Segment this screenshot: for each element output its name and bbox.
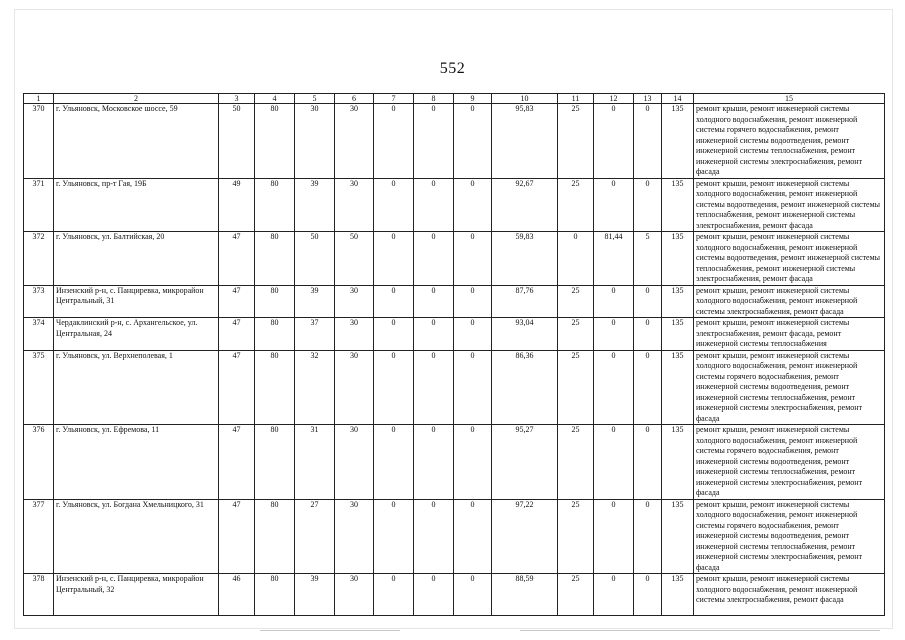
col5-cell: 31: [295, 425, 335, 500]
col8-cell: 0: [414, 318, 454, 351]
row-number: 372: [24, 232, 54, 286]
col6-cell: 30: [335, 178, 374, 232]
column-number-9: 9: [454, 94, 492, 104]
col14-cell: 135: [662, 318, 694, 351]
col4-cell: 80: [255, 350, 295, 425]
col6-cell: 50: [335, 232, 374, 286]
row-number: 377: [24, 499, 54, 574]
col3-cell: 47: [219, 285, 255, 318]
works-cell: ремонт крыши, ремонт инженерной системы холодного водоснабжения, ремонт инженерной системы электроснабжения, ремонт фасада: [694, 574, 885, 616]
col8-cell: 0: [414, 350, 454, 425]
col11-cell: 0: [558, 232, 594, 286]
col5-cell: 32: [295, 350, 335, 425]
column-number-6: 6: [335, 94, 374, 104]
repair-register-table: [23, 93, 885, 616]
column-number-15: 15: [694, 94, 885, 104]
col7-cell: 0: [374, 285, 414, 318]
col10-cell: 93,04: [492, 318, 558, 351]
col5-cell: 27: [295, 499, 335, 574]
col7-cell: 0: [374, 350, 414, 425]
col14-cell: 135: [662, 285, 694, 318]
works-cell: ремонт крыши, ремонт инженерной системы холодного водоснабжения, ремонт инженерной системы горячего водоснабжения, ремонт инженерной системы водоотведения, ремонт инженерной системы теплоснабжения, ремонт инженерной системы электроснабжения, ремонт фасада: [694, 350, 885, 425]
column-number-8: 8: [414, 94, 454, 104]
col7-cell: 0: [374, 104, 414, 179]
col10-cell: 97,22: [492, 499, 558, 574]
col12-cell: 81,44: [594, 232, 634, 286]
scan-artifact-line: [260, 630, 400, 631]
col6-cell: 30: [335, 350, 374, 425]
col8-cell: 0: [414, 232, 454, 286]
table-row: [24, 350, 885, 425]
col10-cell: 95,27: [492, 425, 558, 500]
col3-cell: 49: [219, 178, 255, 232]
col14-cell: 135: [662, 499, 694, 574]
col9-cell: 0: [454, 425, 492, 500]
col12-cell: 0: [594, 499, 634, 574]
col7-cell: 0: [374, 574, 414, 616]
col8-cell: 0: [414, 104, 454, 179]
table-row: [24, 104, 885, 179]
col5-cell: 39: [295, 574, 335, 616]
col7-cell: 0: [374, 178, 414, 232]
col10-cell: 87,76: [492, 285, 558, 318]
address-cell: Чердаклинский р-н, с. Архангельское, ул. Центральная, 24: [54, 318, 219, 351]
col5-cell: 50: [295, 232, 335, 286]
col5-cell: 37: [295, 318, 335, 351]
col3-cell: 46: [219, 574, 255, 616]
column-number-7: 7: [374, 94, 414, 104]
col8-cell: 0: [414, 425, 454, 500]
col11-cell: 25: [558, 499, 594, 574]
col11-cell: 25: [558, 350, 594, 425]
col7-cell: 0: [374, 232, 414, 286]
col14-cell: 135: [662, 425, 694, 500]
row-number: 374: [24, 318, 54, 351]
col8-cell: 0: [414, 285, 454, 318]
col3-cell: 47: [219, 499, 255, 574]
address-cell: г. Ульяновск, ул. Верхнеполевая, 1: [54, 350, 219, 425]
column-number-12: 12: [594, 94, 634, 104]
col11-cell: 25: [558, 425, 594, 500]
col13-cell: 5: [634, 232, 662, 286]
col4-cell: 80: [255, 104, 295, 179]
col13-cell: 0: [634, 499, 662, 574]
col8-cell: 0: [414, 178, 454, 232]
column-number-13: 13: [634, 94, 662, 104]
page-number: 552: [439, 60, 466, 77]
col11-cell: 25: [558, 285, 594, 318]
col9-cell: 0: [454, 285, 492, 318]
table-row: [24, 285, 885, 318]
address-cell: г. Ульяновск, Московское шоссе, 59: [54, 104, 219, 179]
col5-cell: 39: [295, 178, 335, 232]
col4-cell: 80: [255, 499, 295, 574]
column-number-2: 2: [54, 94, 219, 104]
table-row: [24, 178, 885, 232]
works-cell: ремонт крыши, ремонт инженерной системы холодного водоснабжения, ремонт инженерной системы электроснабжения, ремонт фасада: [694, 285, 885, 318]
col12-cell: 0: [594, 178, 634, 232]
col4-cell: 80: [255, 178, 295, 232]
col9-cell: 0: [454, 318, 492, 351]
col6-cell: 30: [335, 104, 374, 179]
col14-cell: 135: [662, 178, 694, 232]
table-row: [24, 574, 885, 616]
table-row: [24, 425, 885, 500]
address-cell: г. Ульяновск, пр-т Гая, 19Б: [54, 178, 219, 232]
col12-cell: 0: [594, 104, 634, 179]
column-number-11: 11: [558, 94, 594, 104]
col10-cell: 88,59: [492, 574, 558, 616]
col9-cell: 0: [454, 232, 492, 286]
col3-cell: 47: [219, 318, 255, 351]
col3-cell: 47: [219, 350, 255, 425]
col3-cell: 47: [219, 232, 255, 286]
works-cell: ремонт крыши, ремонт инженерной системы электроснабжения, ремонт фасада, ремонт инженерной системы теплоснабжения: [694, 318, 885, 351]
address-cell: г. Ульяновск, ул. Балтийская, 20: [54, 232, 219, 286]
works-cell: ремонт крыши, ремонт инженерной системы холодного водоснабжения, ремонт инженерной системы водоотведения, ремонт инженерной системы теплоснабжения, ремонт инженерной системы электроснабжения, ремонт фасада: [694, 178, 885, 232]
col12-cell: 0: [594, 318, 634, 351]
col12-cell: 0: [594, 425, 634, 500]
col13-cell: 0: [634, 285, 662, 318]
col9-cell: 0: [454, 499, 492, 574]
col9-cell: 0: [454, 178, 492, 232]
column-number-14: 14: [662, 94, 694, 104]
row-number: 378: [24, 574, 54, 616]
address-cell: Инзенский р-н, с. Панциревка, микрорайон Центральный, 31: [54, 285, 219, 318]
column-number-row: [24, 94, 885, 104]
col4-cell: 80: [255, 318, 295, 351]
column-number-5: 5: [295, 94, 335, 104]
table-row: [24, 318, 885, 351]
address-cell: г. Ульяновск, ул. Богдана Хмельницкого, 31: [54, 499, 219, 574]
col14-cell: 135: [662, 574, 694, 616]
column-number-10: 10: [492, 94, 558, 104]
col7-cell: 0: [374, 499, 414, 574]
col10-cell: 95,83: [492, 104, 558, 179]
col4-cell: 80: [255, 285, 295, 318]
col13-cell: 0: [634, 318, 662, 351]
table-row: [24, 499, 885, 574]
col9-cell: 0: [454, 350, 492, 425]
table-body: [24, 104, 885, 616]
works-cell: ремонт крыши, ремонт инженерной системы холодного водоснабжения, ремонт инженерной системы горячего водоснабжения, ремонт инженерной системы водоотведения, ремонт инженерной системы теплоснабжения, ремонт инженерной системы электроснабжения, ремонт фасада: [694, 499, 885, 574]
col14-cell: 135: [662, 232, 694, 286]
col13-cell: 0: [634, 350, 662, 425]
row-number: 375: [24, 350, 54, 425]
col10-cell: 86,36: [492, 350, 558, 425]
col5-cell: 39: [295, 285, 335, 318]
col14-cell: 135: [662, 350, 694, 425]
col12-cell: 0: [594, 285, 634, 318]
column-number-3: 3: [219, 94, 255, 104]
col7-cell: 0: [374, 425, 414, 500]
column-number-4: 4: [255, 94, 295, 104]
col10-cell: 92,67: [492, 178, 558, 232]
address-cell: г. Ульяновск, ул. Ефремова, 11: [54, 425, 219, 500]
col13-cell: 0: [634, 574, 662, 616]
col3-cell: 47: [219, 425, 255, 500]
column-number-1: 1: [24, 94, 54, 104]
col3-cell: 50: [219, 104, 255, 179]
col4-cell: 80: [255, 574, 295, 616]
col12-cell: 0: [594, 574, 634, 616]
col5-cell: 30: [295, 104, 335, 179]
col11-cell: 25: [558, 104, 594, 179]
col14-cell: 135: [662, 104, 694, 179]
col10-cell: 59,83: [492, 232, 558, 286]
col6-cell: 30: [335, 574, 374, 616]
col13-cell: 0: [634, 425, 662, 500]
row-number: 371: [24, 178, 54, 232]
works-cell: ремонт крыши, ремонт инженерной системы холодного водоснабжения, ремонт инженерной системы горячего водоснабжения, ремонт инженерной системы водоотведения, ремонт инженерной системы теплоснабжения, ремонт инженерной системы электроснабжения, ремонт фасада: [694, 104, 885, 179]
col7-cell: 0: [374, 318, 414, 351]
works-cell: ремонт крыши, ремонт инженерной системы холодного водоснабжения, ремонт инженерной системы водоотведения, ремонт инженерной системы теплоснабжения, ремонт инженерной системы электроснабжения, ремонт фасада: [694, 232, 885, 286]
col13-cell: 0: [634, 178, 662, 232]
col9-cell: 0: [454, 574, 492, 616]
col11-cell: 25: [558, 574, 594, 616]
col9-cell: 0: [454, 104, 492, 179]
table-row: [24, 232, 885, 286]
col12-cell: 0: [594, 350, 634, 425]
col6-cell: 30: [335, 499, 374, 574]
col13-cell: 0: [634, 104, 662, 179]
row-number: 370: [24, 104, 54, 179]
col6-cell: 30: [335, 425, 374, 500]
col6-cell: 30: [335, 318, 374, 351]
col11-cell: 25: [558, 178, 594, 232]
col4-cell: 80: [255, 232, 295, 286]
col8-cell: 0: [414, 574, 454, 616]
row-number: 373: [24, 285, 54, 318]
col11-cell: 25: [558, 318, 594, 351]
address-cell: Инзенский р-н, с. Панциревка, микрорайон Центральный, 32: [54, 574, 219, 616]
row-number: 376: [24, 425, 54, 500]
col8-cell: 0: [414, 499, 454, 574]
col4-cell: 80: [255, 425, 295, 500]
works-cell: ремонт крыши, ремонт инженерной системы холодного водоснабжения, ремонт инженерной системы горячего водоснабжения, ремонт инженерной системы водоотведения, ремонт инженерной системы теплоснабжения, ремонт инженерной системы электроснабжения, ремонт фасада: [694, 425, 885, 500]
col6-cell: 30: [335, 285, 374, 318]
scan-artifact-line: [520, 630, 880, 631]
